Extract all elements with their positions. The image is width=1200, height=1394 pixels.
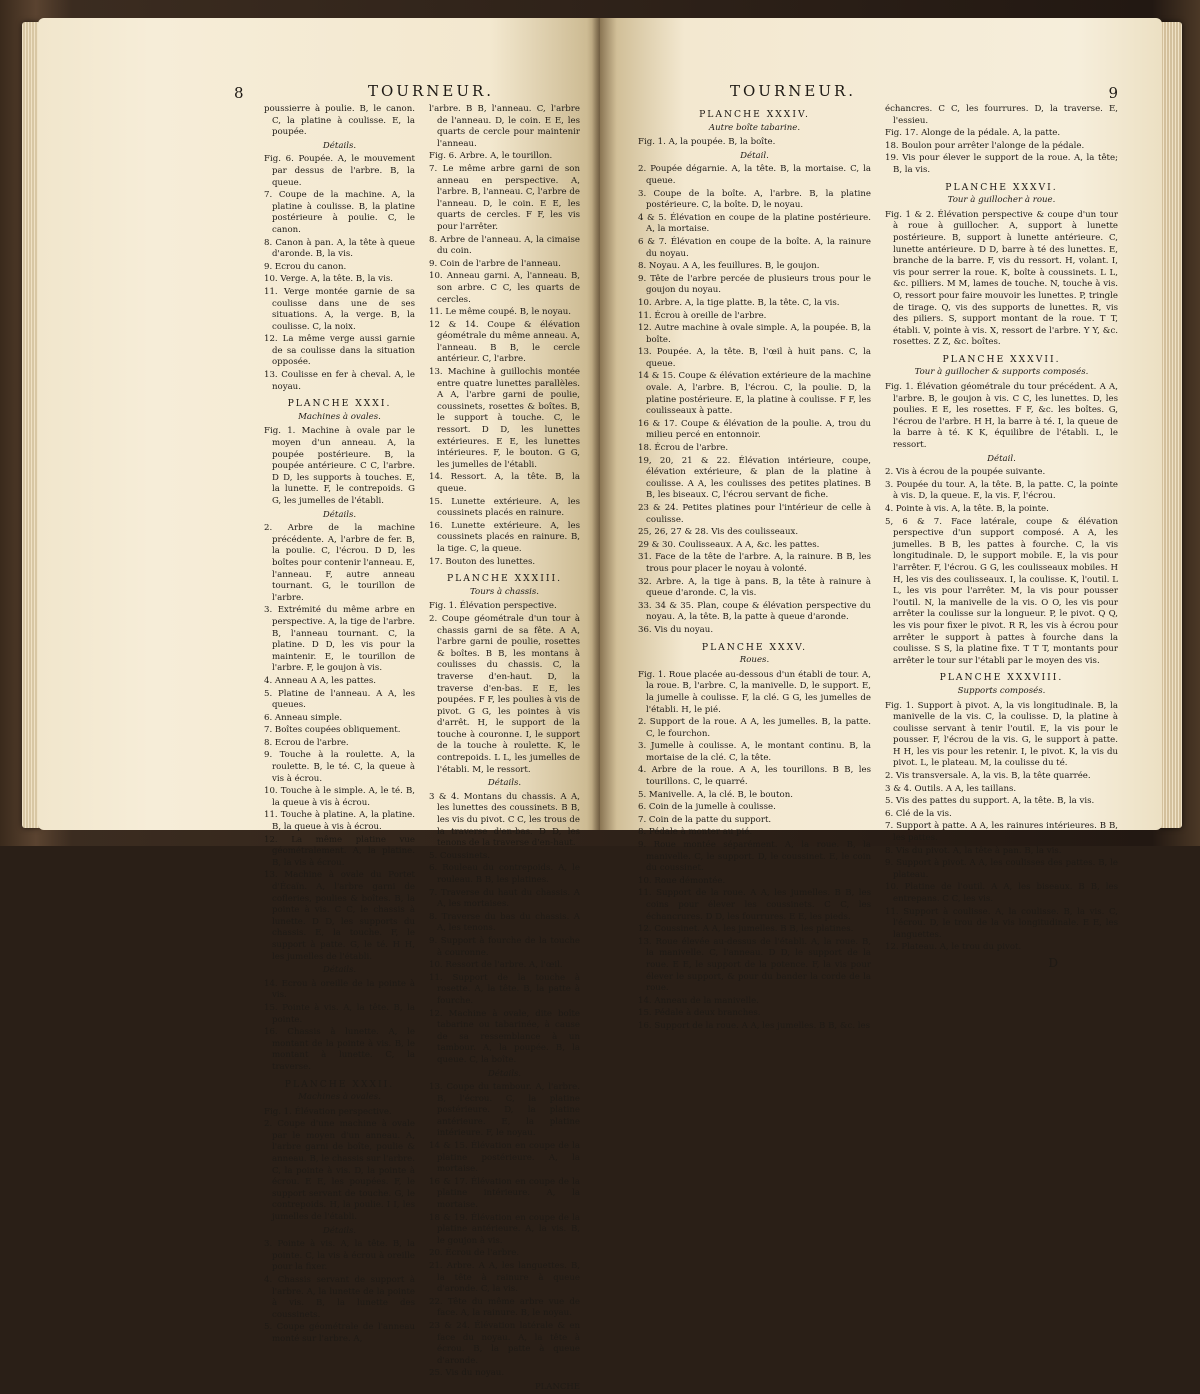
legend-entry: 13. Roue élevée au-dessus de l'établi. A, la roue. B, la manivelle. C, l'anneau. D D, le support de la roue. E E, le support de la potence. F, la vis pour élever le support, & pour du bander la corde de la roue. bbox=[638, 936, 871, 994]
legend-entry: 17. Bouton des lunettes. bbox=[429, 556, 536, 567]
legend-entry: Fig. 1. A, la poupée. B, la boîte. bbox=[638, 137, 776, 148]
legend-entry: l'arbre. B B, l'anneau. C, l'arbre de l'anneau. D, le coin. E E, les quarts de cercle pour maintenir l'anneau. bbox=[429, 104, 580, 149]
legend-entry: 4. Pointe à vis. A, la tête. B, la pointe. bbox=[885, 504, 1049, 514]
legend-entry: 21. Arbre. A A, les languettes. B, la tête à rainure à queue d'aronde. C, la vis. bbox=[429, 1261, 580, 1295]
legend-entry: 18 & 19. Élévation en coupe de la platine antérieure. A, la vis. B, le goujon à vis. bbox=[429, 1212, 580, 1246]
legend-entry: 12. Machine à ovale, dite boîte tabarine ou tabarinée, à cause de sa ressemblance à un tambour. A, la poupée. B, la queue. C, la boîte. bbox=[429, 1008, 580, 1065]
legend-entry: Fig. 1. Machine à ovale par le moyen d'un anneau. A, la poupée postérieure. B, la poupée antérieure. C C, l'arbre. D D, les supports à touches. E, la lunette. F, le contrepoids. G G, les jumelles de l'établi. bbox=[264, 426, 415, 506]
legend-entry: 16. Support de la roue. A A, les jumelles. B B, &c. les bbox=[638, 1020, 871, 1031]
legend-entry: Fig. 1. Élévation perspective. bbox=[429, 601, 557, 612]
legend-entry: 12 & 14. Coupe & élévation géométrale du même anneau. A, l'anneau. B B, le cercle antérieur. C, l'arbre. bbox=[429, 319, 580, 365]
legend-entry: 2. Support de la roue. A A, les jumelles. B, la patte. C, le fourchon. bbox=[638, 717, 871, 739]
legend-entry: 18. Boulon pour arrêter l'alonge de la pédale. bbox=[885, 140, 1085, 151]
legend-entry: 32. Arbre. A, la tige à pans. B, la tête à rainure à queue d'aronde. C, la vis. bbox=[638, 576, 871, 599]
legend-entry: 14. Anneau de la manivelle. bbox=[638, 995, 759, 1006]
legend-entry: 14. Ressort. A, la tête. B, la queue. bbox=[429, 472, 580, 494]
plate-subtitle: Tour à guillocher & supports composés. bbox=[914, 367, 1089, 378]
legend-entry: 5. Manivelle. A, la clé. B, le bouton. bbox=[638, 789, 793, 800]
legend-entry: 4. Arbre de la roue. A A, les tourillons. B B, les tourillons. C, le quarré. bbox=[638, 765, 871, 788]
legend-entry: 13. Machine à ovale du Portet d'Écaïn. A, l'arbre garni de cofleries, poulies & boîtes. B, la pointe à vis. C C, le chassis à lunette. D D, les supports du chassis. E, la touche. F, le support à patte. G, le té. H H, les jumelles de l'établi. bbox=[264, 870, 415, 962]
legend-entry: 14 & 15. Coupe & élévation extérieure de la machine ovale. A, l'arbre. B, l'écrou. C, la poulie. D, la platine postérieure. E, la platine à coulisse. F F, les coulisseaux à patte. bbox=[638, 371, 871, 417]
legend-entry: 15. Lunette extérieure. A, les coussinets placés en rainure. bbox=[429, 496, 580, 519]
legend-entry: 4 & 5. Élévation en coupe de la platine postérieure. A, la mortaise. bbox=[638, 212, 871, 235]
legend-entry: 33. 34 & 35. Plan, coupe & élévation perspective du noyau. A, la tête. B, la patte à queue d'aronde. bbox=[638, 600, 871, 623]
legend-entry: 6. Clé de la vis. bbox=[885, 808, 952, 819]
details-heading: Détails. bbox=[487, 1068, 522, 1079]
legend-entry: 5, 6 & 7. Face latérale, coupe & élévation perspective d'un support composé. A A, les jumelles. B B, les pattes à fourche. C, la vis longitudinale. D, le support mobile. E, la vis pour l'arrêter. F, l'écrou. G G, les coulisseaux mobiles. H H, les vis des coulisseaux. I, la coulisse. K, l'outil. L L, les vis pour l'arrêter. M, la vis pour pousser l'outil. N, la manivelle de la vis. O O, les vis pour arrêter la coulisse sur la longueur. P, le pivot. Q Q, les vis pour fixer le pivot. R R, les vis à écrou pour arrêter le support à pattes à fourche dans la coulisse. S S, la platine fixe. T T T, montants pour arrêter le tour sur l'établi par le moyen des vis. bbox=[885, 516, 1118, 666]
legend-entry: Fig. 1. Élévation perspective. bbox=[264, 1106, 392, 1117]
legend-entry: 9. Coin de l'arbre de l'anneau. bbox=[429, 258, 561, 269]
legend-entry: 12. Plateau. A, le trou du pivot. bbox=[885, 942, 1022, 953]
legend-entry: 13. Coupe du tambour. A, l'arbre. B, l'écrou. C, la platine postérieure. D, la platine antérieure. E, la platine intérieure. F, le noyau. bbox=[429, 1082, 580, 1139]
plate-subtitle: Autre boîte tabarine. bbox=[708, 122, 801, 133]
legend-entry: 7. Le même arbre garni de son anneau en perspective. A, l'arbre. B, l'anneau. C, l'arbre de l'anneau. D, le coin. E E, les quarts de cercles. F F, les vis pour l'arrêter. bbox=[429, 163, 580, 232]
legend-entry: 3. Extrémité du même arbre en perspective. A, la tige de l'arbre. B, l'anneau tournant. C, la platine. D D, les vis pour la maintenir. E, le tourillon de l'arbre. F, le goujon à vis. bbox=[264, 605, 415, 674]
legend-entry: 8. Noyau. A A, les feuillures. B, le goujon. bbox=[638, 261, 820, 272]
legend-entry: 15. Pédale à deux branches. bbox=[638, 1008, 761, 1019]
legend-entry: 25. Vis du noyau. bbox=[429, 1368, 505, 1379]
legend-entry: 19. Vis pour élever le support de la roue. A, la tête; B, la vis. bbox=[885, 153, 1118, 175]
legend-entry: 10. Platine de l'outil. A A, les biseaux. B B, les entrepans. C C, les vis. bbox=[885, 882, 1118, 904]
legend-entry: 11. Support de la touche à rosette. A, la tête. B, la patte à fourche. bbox=[429, 972, 580, 1006]
legend-entry: 7. Boîtes coupées obliquement. bbox=[264, 725, 401, 736]
legend-entry: 8. Canon à pan. A, la tête à queue d'aronde. B, la vis. bbox=[264, 237, 415, 260]
details-heading: Détails. bbox=[322, 1225, 357, 1236]
legend-entry: 29 & 30. Coulisseaux. A A, &c. les pattes. bbox=[638, 539, 820, 550]
legend-entry: 15. Pointe à vis. A, la tête. B, la pointe. bbox=[264, 1002, 415, 1025]
legend-entry: 11. Touche à platine. A, la platine. B, la queue à vis à écrou. bbox=[264, 810, 415, 833]
legend-entry: 9. Support à fourche de la touche à couronne. bbox=[429, 935, 580, 958]
legend-entry: 19, 20, 21 & 22. Élévation intérieure, coupe, élévation extérieure, & plan de la platine à coulisse. A A, les coulisses des petites platines. B B, les biseaux. C, l'écrou servant de fiche. bbox=[638, 455, 871, 501]
details-heading: Détails. bbox=[322, 965, 357, 976]
legend-entry: 12. Autre machine à ovale simple. A, la poupée. B, la boîte. bbox=[638, 323, 871, 345]
legend-entry: 8. Arbre de l'anneau. A, la cimaise du coin. bbox=[429, 234, 580, 257]
legend-entry: 4. Chassis servant de support à l'arbre. A, la lunette de la pointe à vis. B, la lunette des coussinets. bbox=[264, 1275, 415, 1320]
right-column-2 bbox=[885, 104, 1118, 970]
legend-entry: 7. Coupe de la machine. A, la platine à coulisse. B, la platine postérieure à poulie. C, le canon. bbox=[264, 190, 415, 235]
right-page bbox=[600, 18, 1162, 1031]
plate-heading: PLANCHE XXXVIII. bbox=[939, 672, 1064, 684]
legend-entry: 10. Verge. A, la tête. B, la vis. bbox=[264, 274, 394, 285]
left-running-head: TOURNEUR. bbox=[368, 82, 495, 100]
legend-entry: 12. La même platine vue géométralement. A, la platine. B, la vis à écrou. bbox=[264, 834, 415, 868]
legend-entry: 3. Poupée du tour. A, la tête. B, la patte. C, la pointe à vis. D, la queue. E, la vis. F, l'écrou. bbox=[885, 479, 1118, 502]
legend-entry: 11. Le même coupé. B, le noyau. bbox=[429, 307, 571, 318]
catchword: PLANCHE bbox=[534, 1381, 580, 1392]
legend-entry: 5. Coussinets. bbox=[429, 850, 490, 861]
plate-subtitle: Roues. bbox=[739, 655, 770, 666]
legend-entry: 9. Roue montée séparément. A, la roue. B, la manivelle. C, le support. D, le coussinet. E, le coin du coussinet. bbox=[638, 840, 871, 874]
legend-entry: 7. Traverse du haut du chassis. A A, les mortaises. bbox=[429, 887, 580, 910]
legend-entry: 31. Face de la tête de l'arbre. A, la rainure. B B, les trous pour placer le noyau à volonté. bbox=[638, 552, 871, 574]
right-columns bbox=[638, 104, 1118, 1031]
details-heading: Détail. bbox=[740, 150, 769, 161]
details-heading: Détail. bbox=[987, 453, 1016, 464]
legend-entry: 11. Écrou à oreille de l'arbre. bbox=[638, 310, 767, 321]
left-columns bbox=[264, 104, 580, 1392]
legend-entry: 11. Support de la roue. A A, les jumelles. B B, les coins pour élever les coussinets. C C, les échancrures. D D, les fourrures. E E, les pieds. bbox=[638, 888, 871, 922]
legend-entry: 10. Arbre. A, la tige platte. B, la tête. C, la vis. bbox=[638, 297, 840, 308]
left-column-2 bbox=[429, 104, 580, 1392]
legend-entry: poussierre à poulie. B, le canon. C, la platine à coulisse. E, la poupée. bbox=[264, 104, 415, 138]
legend-entry: 10. Anneau garni. A, l'anneau. B, son arbre. C C, les quarts de cercles. bbox=[429, 271, 580, 305]
legend-entry: 8. Pédale à monter au pié. bbox=[638, 827, 753, 838]
legend-entry: 2. Vis transversale. A, la vis. B, la tête quarrée. bbox=[885, 771, 1091, 782]
legend-entry: 3. Coupe de la boîte. A, l'arbre. B, la platine postérieure. C, la boîte. D, le noyau. bbox=[638, 188, 871, 211]
legend-entry: échancres. C C, les fourrures. D, la traverse. E, l'essieu. bbox=[885, 104, 1118, 126]
legend-entry: 2. Coupe géométrale d'un tour à chassis garni de sa fête. A A, l'arbre garni de poulie, rosettes & boîtes. B B, les montans à coulisses du chassis. C, la traverse d'en-haut. D, la traverse d'en-bas. E E, les poupées. F F, les poulies à vis de pivot. G G, les pointes à vis d'arrêt. H, le support de la touche à couronne. I, le support de la touche à roulette. K, le contrepoids. L L, les jumelles de l'établi. M, le ressort. bbox=[429, 613, 580, 775]
legend-entry: 10. Touche à le simple. A, le té. B, la queue à vis à écrou. bbox=[264, 786, 415, 808]
legend-entry: 16 & 17. Coupe & élévation de la poulie. A, trou du milieu percé en entonnoir. bbox=[638, 418, 871, 441]
legend-entry: Fig. 1. Élévation géométrale du tour précédent. A A, l'arbre. B, le goujon à vis. C C, les lunettes. D, les poulies. E E, les rosettes. F F, &c. les boîtes. G, l'écrou de l'arbre. H H, la barre à té. I, la queue de la barre à té. K K, équilibre de l'établi. L, le ressort. bbox=[885, 382, 1118, 451]
legend-entry: Fig. 1. Support à pivot. A, la vis longitudinale. B, la manivelle de la vis. C, la coulisse. D, la platine à coulisse servant à tenir l'outil. E, la vis pour le pousser. F, l'écrou de la vis. G, le support à patte. H H, les vis pour les retenir. I, le pivot. K, la vis du pivot. L, le plateau. M, la coulisse du té. bbox=[885, 700, 1118, 769]
legend-entry: 3. Pointe à vis. A, la tête. B, la pointe. C, la vis à écrou à oreille pour la fixer. bbox=[264, 1239, 415, 1273]
legend-entry: 22. Tête du même arbre vue de face. A, la rainure. B, le noyau. bbox=[429, 1296, 580, 1319]
plate-heading: PLANCHE XXXVII. bbox=[942, 353, 1061, 365]
legend-entry: 2. Vis à écrou de la poupée suivante. bbox=[885, 467, 1046, 478]
legend-entry: 9. Support à pivot. A A, les coulisses des pattes. B, le plateau. bbox=[885, 858, 1118, 880]
legend-entry: 4. Anneau A A, les pattes. bbox=[264, 675, 377, 686]
legend-entry: Fig. 17. Alonge de la pédale. A, la patte. bbox=[885, 128, 1061, 139]
legend-entry: 2. Poupée dégarnie. A, la tête. B, la mortaise. C, la queue. bbox=[638, 164, 871, 186]
plate-subtitle: Machines à ovales. bbox=[298, 1092, 381, 1103]
legend-entry: 3 & 4. Montans du chassis. A A, les lunettes des coussinets. B B, les vis du pivot. C C, les trous de la traverse d'en-bas. D D, les tenons de la traverse d'en-haut. bbox=[429, 791, 580, 849]
legend-entry: 6 & 7. Élévation en coupe de la boîte. A, la rainure du noyau. bbox=[638, 236, 871, 259]
legend-entry: 12. Coussinet. A A, les jumelles. B B, les platines. bbox=[638, 924, 854, 935]
plate-subtitle: Machines à ovales. bbox=[298, 411, 381, 422]
details-heading: Détails. bbox=[487, 778, 522, 789]
legend-entry: 23 & 24. Élévation latérale & en face du noyau. A, la tête à écrou. B, la patte à queue d'aronde. bbox=[429, 1320, 580, 1366]
legend-entry: Fig. 1 & 2. Élévation perspective & coupe d'un tour à roue à guillocher. A, support à lunette postérieure. B, support à lunette antérieure. C, lunette antérieure. D D, barre à té des lunettes. E, branche de la barre. F, vis du ressort. H, volant. I, vis pour serrer la roue. K, boîte à coussinets. L L, &c. pilliers. M M, lames de touche. N, touche à vis. O, ressort pour faire mouvoir les lunettes. P, tringle de tirage. Q, vis des supports de lunettes. R, vis des piliers. S, support montant de la roue. T T, établi. V, pointe à vis. X, ressort de l'arbre. Y Y, &c. rosettes. Z Z, &c. boîtes. bbox=[885, 209, 1118, 348]
plate-heading: PLANCHE XXXV. bbox=[701, 641, 808, 653]
right-running-head: TOURNEUR. bbox=[730, 82, 857, 100]
details-heading: Détails. bbox=[322, 140, 357, 151]
plate-heading: PLANCHE XXXII. bbox=[284, 1078, 395, 1090]
legend-entry: 16. Lunette extérieure. A, les coussinets placés en rainure. B, la tige. C, la queue. bbox=[429, 520, 580, 554]
legend-entry: 36. Vis du noyau. bbox=[638, 624, 714, 635]
right-page-edges bbox=[1160, 22, 1182, 828]
plate-heading: PLANCHE XXXIII. bbox=[446, 573, 563, 585]
legend-entry: 6. Rouleau du contrepoids. A, le rouleau. B B, les platines. bbox=[429, 863, 580, 885]
legend-entry: 16 & 17. Élévation en coupe de la platine intérieure. A, la mortaise. bbox=[429, 1176, 580, 1211]
legend-entry: 23 & 24. Petites platines pour l'intérieur de celle à coulisse. bbox=[638, 503, 871, 525]
plate-subtitle: Tours à chassis. bbox=[469, 586, 540, 597]
legend-entry: 2. Arbre de la machine précédente. A, l'arbre de fer. B, la poulie. C, l'écrou. D D, les boîtes pour contenir l'anneau. E, l'anneau. F, autre anneau tournant. G, le tourillon de l'arbre. bbox=[264, 523, 415, 603]
details-heading: Détails. bbox=[322, 509, 357, 520]
legend-entry: 13. Poupée. A, la tête. B, l'œil à huit pans. C, la queue. bbox=[638, 347, 871, 369]
right-column-1 bbox=[638, 104, 871, 1031]
legend-entry: 11. Support à coulisse. A, la coulisse. B, la vis. C, l'écrou. D, le trou de la vis longitudinale. E E, les languettes. bbox=[885, 906, 1118, 940]
legend-entry: 12. La même verge aussi garnie de sa coulisse dans la situation opposée. bbox=[264, 334, 415, 368]
legend-entry: 3 & 4. Outils. A A, les taillans. bbox=[885, 783, 1017, 794]
legend-entry: 18. Écrou de l'arbre. bbox=[638, 443, 729, 454]
right-page-number: 9 bbox=[1108, 84, 1118, 102]
legend-entry: Fig. 6. Poupée. A, le mouvement par dessus de l'arbre. B, la queue. bbox=[264, 154, 415, 188]
plate-heading: PLANCHE XXXI. bbox=[287, 398, 392, 410]
legend-entry: Fig. 6. Arbre. A, le tourillon. bbox=[429, 151, 553, 162]
legend-entry: 10. Roue démontée. bbox=[638, 875, 726, 886]
left-page-number: 8 bbox=[234, 84, 244, 102]
legend-entry: 9. Touche à la roulette. A, la roulette. B, le té. C, la queue à vis à écrou. bbox=[264, 750, 415, 784]
plate-subtitle: Tour à guillocher à roue. bbox=[947, 195, 1056, 206]
legend-entry: 16. Chassis à lunette. A, le montant de la pointe à vis. B, le montant à lunette. C, la traverse. bbox=[264, 1027, 415, 1072]
legend-entry: 5. Platine de l'anneau. A A, les queues. bbox=[264, 688, 415, 711]
legend-entry: 14 & 15. Élévation en coupe de la platine postérieure. A, la mortaise. bbox=[429, 1141, 580, 1175]
legend-entry: 7. Support à patte. A A, les rainures intérieures. B B, les pattes. bbox=[885, 821, 1118, 844]
legend-entry: 8. Ecrou de l'arbre. bbox=[264, 737, 349, 748]
legend-entry: 11. Verge montée garnie de sa coulisse dans une de ses situations. A, la verge. B, la coulisse. C, la noix. bbox=[264, 286, 415, 332]
legend-entry: 5. Coupe géométrale de l'anneau monté sur l'arbre. A, bbox=[264, 1322, 415, 1344]
legend-entry: 10. Ressort de l'arbre. A, l'œil. bbox=[429, 960, 563, 971]
legend-entry: 13. Coulisse en fer à cheval. A, le noyau. bbox=[264, 370, 415, 392]
plate-heading: PLANCHE XXXVI. bbox=[945, 181, 1058, 193]
legend-entry: 6. Coin de la jumelle à coulisse. bbox=[638, 802, 776, 813]
legend-entry: 5. Vis des pattes du support. A, la tête. B, la vis. bbox=[885, 796, 1095, 807]
legend-entry: 9. Tête de l'arbre percée de plusieurs trous pour le goujon du noyau. bbox=[638, 273, 871, 296]
legend-entry: 8. Vis du pivot. A, la tête à pan. B, la vis. bbox=[885, 845, 1062, 856]
legend-entry: 20. Écrou de l'arbre. bbox=[429, 1248, 520, 1259]
left-page bbox=[38, 18, 604, 1392]
legend-entry: Fig. 1. Roue placée au-dessous d'un établi de tour. A, la roue. B, l'arbre. C, la manivelle. D, le support. E, la jumelle à coulisse. F, la clé. G G, les jumelles de l'établi. H, le pié. bbox=[638, 669, 871, 715]
legend-entry: 8. Traverse du bas du chassis. A A, les tenons. bbox=[429, 911, 580, 934]
plate-subtitle: Supports composés. bbox=[957, 685, 1046, 696]
legend-entry: 7. Coin de la patte du support. bbox=[638, 814, 772, 825]
legend-entry: 14. Ecrou à oreille de la pointe à vis. bbox=[264, 978, 415, 1001]
legend-entry: 6. Anneau simple. bbox=[264, 712, 343, 723]
legend-entry: 2. Coupe d'une machine à ovale par le moyen d'un anneau. A, l'arbre garni de boîte, poulie & anneau. B, le chassis sur l'arbre. C, la pointe à vis. D, la pointe à écrou. E E, les poupées. F, le support servant de touche. G, le contrepoids. H, la poulie. I I, les jumelles de l'établi. bbox=[264, 1119, 415, 1223]
left-column-1 bbox=[264, 104, 415, 1344]
legend-entry: 9. Ecrou du canon. bbox=[264, 261, 347, 272]
legend-entry: 13. Machine à guillochis montée entre quatre lunettes parallèles. A A, l'arbre garni de poulie, coussinets, rosettes & boîtes. B, le support à touche. C, le ressort. D D, les lunettes extérieures. E E, les lunettes intérieures. F, le bouton. G G, les jumelles de l'établi. bbox=[429, 367, 580, 470]
signature-mark: D bbox=[1048, 955, 1058, 970]
plate-heading: PLANCHE XXXIV. bbox=[699, 109, 810, 120]
legend-entry: 25, 26, 27 & 28. Vis des coulisseaux. bbox=[638, 527, 799, 538]
legend-entry: 3. Jumelle à coulisse. A, le montant continu. B, la mortaise de la clé. C, la tête. bbox=[638, 741, 871, 763]
